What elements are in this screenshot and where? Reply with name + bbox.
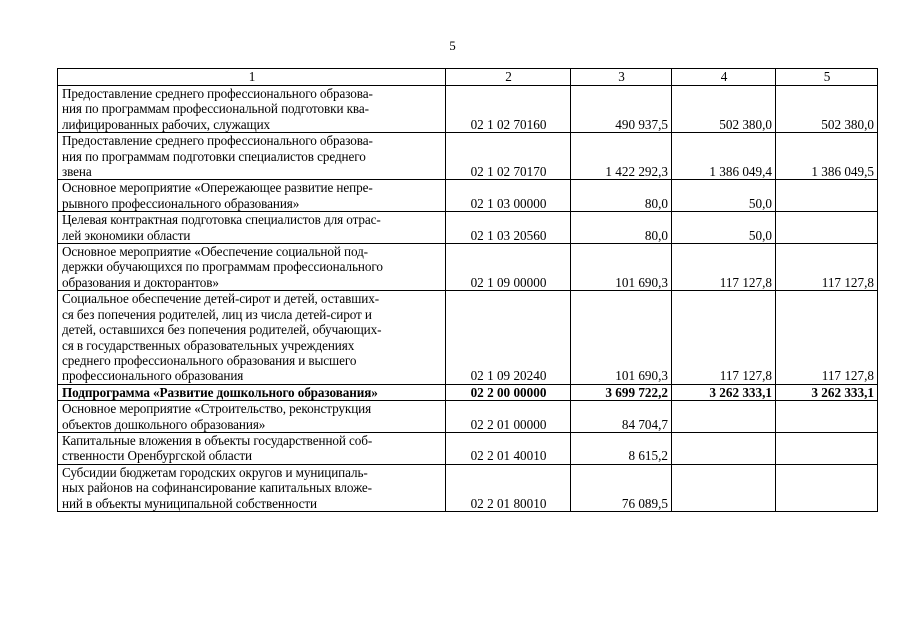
row-value-col5: 1 386 049,5 [776,133,878,180]
description-line: детей, оставшихся без попечения родителей, обучающих- [62,322,382,338]
row-code: 02 1 09 20240 [446,291,571,384]
row-value-col3: 1 422 292,3 [571,133,672,180]
row-value-col4: 50,0 [672,212,776,244]
table-row [58,401,878,433]
row-value-col4: 50,0 [672,180,776,212]
description-line: ний в объекты муниципальной собственности [62,495,317,511]
row-code: 02 1 03 00000 [446,180,571,212]
description-line: Субсидии бюджетам городских округов и муниципаль- [62,464,368,480]
row-description [58,212,446,244]
description-line: ственности Оренбургской области [62,448,252,464]
table-row [58,133,878,180]
table-body [58,69,878,512]
table-row [58,384,878,400]
description-line: звена [62,164,92,180]
description-line: ния по программам профессиональной подготовки ква- [62,101,369,117]
description-line: Социальное обеспечение детей-сирот и детей, оставших- [62,291,380,307]
row-value-col5 [776,212,878,244]
description-line: ся в государственных образовательных учреждениях [62,337,355,353]
row-value-col5 [776,432,878,464]
description-line: Основное мероприятие «Опережающее развитие непре- [62,180,373,196]
description-line: Подпрограмма «Развитие дошкольного образования» [62,384,378,400]
header-col-3: 3 [571,69,672,86]
table-row [58,244,878,291]
row-code: 02 2 01 40010 [446,432,571,464]
row-description [58,464,446,511]
description-line: ния по программам подготовки специалистов среднего [62,148,366,164]
description-line: образования и докторантов» [62,274,219,290]
description-line: Предоставление среднего профессионального образова- [62,86,373,101]
description-line: ся без попечения родителей, лиц из числа детей-сирот и [62,306,372,322]
table-row [58,212,878,244]
description-line: ных районов на софинансирование капитальных вложе- [62,480,372,496]
row-code: 02 1 02 70170 [446,133,571,180]
row-description [58,133,446,180]
description-line: Предоставление среднего профессионального образова- [62,133,373,149]
row-value-col4 [672,464,776,511]
header-col-4: 4 [672,69,776,86]
row-value-col4: 117 127,8 [672,291,776,384]
row-code: 02 2 01 00000 [446,401,571,433]
description-line: лифицированных рабочих, служащих [62,116,271,132]
description-line: Основное мероприятие «Обеспечение социальной под- [62,244,368,260]
row-value-col3: 101 690,3 [571,244,672,291]
row-value-col4 [672,432,776,464]
row-description [58,432,446,464]
description-line: лей экономики области [62,227,191,243]
description-line: среднего профессионального образования и высшего [62,352,357,368]
row-value-col5 [776,180,878,212]
row-value-col5: 117 127,8 [776,244,878,291]
row-value-col4 [672,401,776,433]
description-line: Основное мероприятие «Строительство, реконструкция [62,401,372,417]
row-code: 02 1 03 20560 [446,212,571,244]
row-code: 02 1 09 00000 [446,244,571,291]
row-description [58,384,446,400]
row-value-col3: 80,0 [571,212,672,244]
row-value-col5 [776,464,878,511]
row-value-col3: 101 690,3 [571,291,672,384]
row-value-col3: 490 937,5 [571,86,672,133]
row-description [58,244,446,291]
header-col-2: 2 [446,69,571,86]
table-row [58,432,878,464]
header-col-1: 1 [58,69,446,86]
row-value-col4: 3 262 333,1 [672,384,776,400]
row-code: 02 1 02 70160 [446,86,571,133]
table-row [58,180,878,212]
header-col-5: 5 [776,69,878,86]
row-value-col5 [776,401,878,433]
row-value-col4: 117 127,8 [672,244,776,291]
row-description [58,86,446,133]
row-value-col3: 8 615,2 [571,432,672,464]
description-line: Целевая контрактная подготовка специалистов для отрас- [62,212,381,228]
row-value-col4: 1 386 049,4 [672,133,776,180]
row-code: 02 2 01 80010 [446,464,571,511]
row-description [58,291,446,384]
table-row [58,86,878,133]
row-value-col4: 502 380,0 [672,86,776,133]
description-line: держки обучающихся по программам профессионального [62,259,383,275]
row-value-col3: 76 089,5 [571,464,672,511]
row-value-col5: 117 127,8 [776,291,878,384]
row-value-col3: 80,0 [571,180,672,212]
row-value-col5: 3 262 333,1 [776,384,878,400]
table-row [58,464,878,511]
description-line: рывного профессионального образования» [62,195,300,211]
row-value-col3: 3 699 722,2 [571,384,672,400]
description-line: Капитальные вложения в объекты государственной соб- [62,432,373,448]
row-value-col5: 502 380,0 [776,86,878,133]
header-row [58,69,878,86]
row-code: 02 2 00 00000 [446,384,571,400]
row-description [58,401,446,433]
page-number: 5 [449,38,456,53]
row-description [58,180,446,212]
description-line: объектов дошкольного образования» [62,416,266,432]
budget-table [57,68,878,512]
row-value-col3: 84 704,7 [571,401,672,433]
table-row [58,291,878,384]
description-line: профессионального образования [62,368,244,384]
